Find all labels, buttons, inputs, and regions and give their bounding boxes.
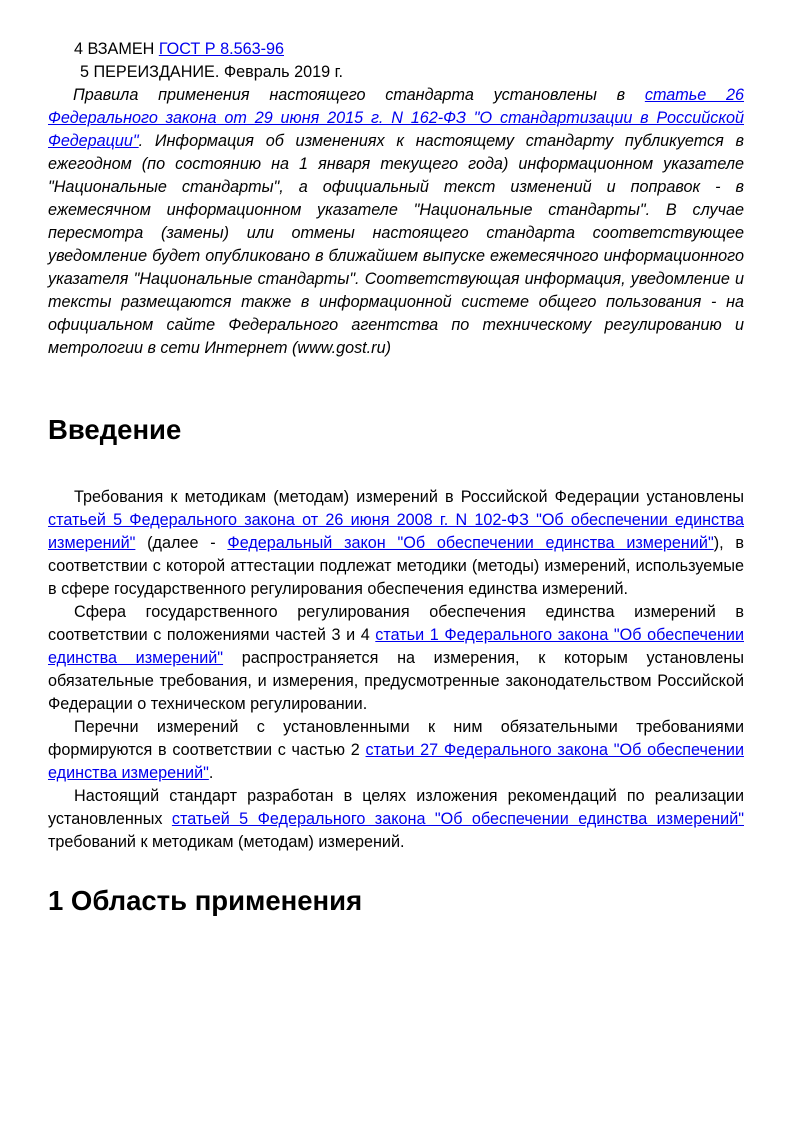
law-162-link[interactable]: статье 26 Федерального закона от 29 июня 2015 г. N 162-ФЗ "О стандартизации в Российской Федерации" bbox=[48, 86, 745, 150]
intro-p2-text-2: распространяется на измерения, к которым установлены обязательные требования, и измерения, предусмотренные законодательством Российской Федерации о техническом регулировании. bbox=[48, 649, 744, 713]
law-article27-link[interactable]: статьи 27 Федерального закона "Об обеспечении единства измерений" bbox=[48, 741, 744, 782]
rules-paragraph bbox=[48, 84, 744, 360]
gost-link[interactable]: ГОСТ Р 8.563-96 bbox=[158, 40, 284, 58]
rules-text-2: . Информация об изменениях к настоящему стандарту публикуется в ежегодном (по состоянию на 1 января текущего года) информационном указателе "Национальные стандарты", а официальный текст изменений и поправок - в ежемесячном информационном указателе "Национальные стандарты". В случае пересмотра (замены) или отмены настоящего стандарта соответствующее уведомление будет опубликовано в ближайшем выпуске ежемесячного информационного указателя "Национальные стандарты". Соответствующая информация, уведомление и тексты размещаются также в информационной системе общего пользования - на официальном сайте Федерального агентства по техническому регулированию и метрологии в сети Интернет (www.gost.ru) bbox=[48, 132, 744, 357]
federal-law-link[interactable]: Федеральный закон "Об обеспечении единства измерений" bbox=[227, 534, 714, 552]
intro-p3-text-1: Перечни измерений с установленными к ним обязательными требованиями формируются в соответствии с частью 2 bbox=[48, 718, 744, 759]
intro-paragraph-1 bbox=[48, 486, 744, 601]
intro-p4-text-2: требований к методикам (методам) измерений. bbox=[48, 833, 405, 851]
intro-heading: Введение bbox=[48, 414, 182, 445]
replaces-prefix: 4 ВЗАМЕН bbox=[74, 40, 155, 58]
intro-p1-text-2: (далее - bbox=[135, 534, 228, 552]
document-page bbox=[48, 38, 744, 917]
intro-p2-text-1: Сфера государственного регулирования обеспечения единства измерений в соответствии с положениями частей 3 и 4 bbox=[48, 603, 744, 644]
intro-p4-text-1: Настоящий стандарт разработан в целях изложения рекомендаций по реализации установленных bbox=[48, 787, 744, 828]
intro-paragraph-2 bbox=[48, 601, 744, 716]
replaces-line bbox=[48, 38, 744, 61]
intro-p1-text-3: ), в соответствии с которой аттестации подлежат методики (методы) измерений, используемые в сфере государственного регулирования обеспечения единства измерений. bbox=[48, 534, 744, 598]
law-102-article5-link[interactable]: статьей 5 Федерального закона от 26 июня 2008 г. N 102-ФЗ "Об обеспечении единства измерений" bbox=[48, 511, 744, 552]
law-article5-link[interactable]: статьей 5 Федерального закона "Об обеспечении единства измерений" bbox=[171, 810, 744, 828]
scope-heading: 1 Область применения bbox=[48, 885, 363, 916]
law-article1-link[interactable]: статьи 1 Федерального закона "Об обеспечении единства измерений" bbox=[48, 626, 744, 667]
reprint-line: 5 ПЕРЕИЗДАНИЕ. Февраль 2019 г. bbox=[80, 63, 344, 81]
intro-p3-text-2: . bbox=[208, 764, 214, 782]
intro-paragraph-4 bbox=[48, 785, 744, 854]
intro-paragraph-3 bbox=[48, 716, 744, 785]
intro-p1-text-1: Требования к методикам (методам) измерений в Российской Федерации установлены bbox=[74, 488, 744, 506]
rules-text-1: Правила применения настоящего стандарта установлены в bbox=[73, 86, 645, 104]
